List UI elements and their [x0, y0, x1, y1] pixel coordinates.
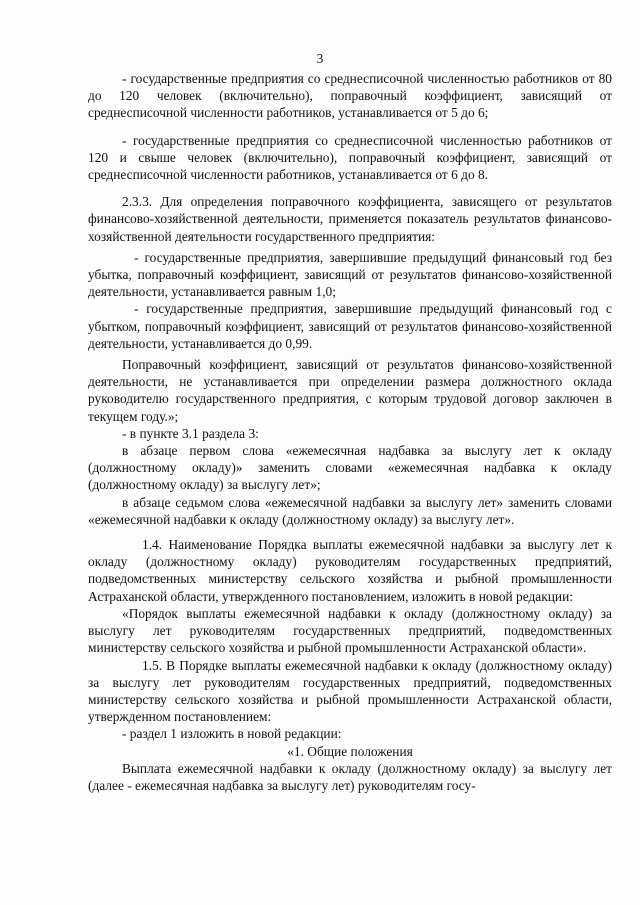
section-heading-general: «1. Общие положения: [287, 743, 413, 759]
paragraph-procedure-title: «Порядок выплаты ежемесячной надбавки к окладу (должностному окладу) за выслугу лет руководителям государственных предприятий, подведомственных министерству сельского хозяйства и рыбной промышленности Астраханской области».: [88, 605, 612, 656]
paragraph-1-5: 1.5. В Порядке выплаты ежемесячной надбавки к окладу (должностному окладу) за выслугу лет руководителям государственных предприятий, подведомственных министерству сельского хозяйства и рыбной промышленности Астраханской области, утвержденном постановлением:: [88, 657, 612, 725]
paragraph-section-1: - раздел 1 изложить в новой редакции:: [122, 726, 342, 742]
paragraph-2-3-3: 2.3.3. Для определения поправочного коэффициента, зависящего от результатов финансово-хозяйственной деятельности, применяется показатель результатов финансово-хозяйственной деятельности государственного предприятия:: [88, 194, 612, 244]
page-number: 3: [316, 51, 324, 66]
paragraph-1-4: 1.4. Наименование Порядка выплаты ежемесячной надбавки за выслугу лет к окладу (должностному окладу) руководителям государственных предприятий, подведомственных министерству сельского хозяйства и рыбной промышленности Астраханской области, утвержденного постановлением, изложить в новой редакции:: [88, 537, 612, 604]
paragraph-first-abzac: в абзаце первом слова «ежемесячная надбавка за выслугу лет к окладу (должностному окладу)» заменить словами «ежемесячная надбавка к окладу (должностному окладу) за выслугу лет»;: [88, 443, 612, 493]
paragraph-point-3-1: - в пункте 3.1 раздела 3:: [122, 425, 259, 441]
paragraph-seventh-abzac: в абзаце седьмом слова «ежемесячной надбавки за выслугу лет» заменить словами «ежемесячной надбавки к окладу (должностному окладу) за выслугу лет».: [88, 494, 612, 527]
document-body: [88, 70, 612, 794]
paragraph-no-loss: - государственные предприятия, завершившие предыдущий финансовый год без убытка, поправочный коэффициент, зависящий от результатов финансово-хозяйственной деятельности, устанавливается равным 1,0;: [88, 249, 612, 300]
paragraph-employees-80-120: - государственные предприятия со среднесписочной численностью работников от 80 до 120 человек (включительно), поправочный коэффициент, зависящий от среднесписочной численности работников, устанавливается от 5 до 6;: [88, 71, 612, 121]
paragraph-employees-120-plus: - государственные предприятия со среднесписочной численностью работников от 120 и свыше человек (включительно), поправочный коэффициент, зависящий от среднесписочной численности работников, устанавливается от 6 до 8.: [88, 132, 612, 183]
paragraph-coefficient-not-set: Поправочный коэффициент, зависящий от результатов финансово-хозяйственной деятельности, не устанавливается при определении размера должностного оклада руководителю государственного предприятия, с которым трудовой договор заключен в текущем году.»;: [88, 357, 612, 424]
paragraph-with-loss: - государственные предприятия, завершившие предыдущий финансовый год с убытком, поправочный коэффициент, зависящий от результатов финансово-хозяйственной деятельности, устанавливается до 0,99.: [88, 301, 612, 351]
paragraph-payment: Выплата ежемесячной надбавки к окладу (должностному окладу) за выслугу лет (далее - ежемесячная надбавка за выслугу лет) руководителям госу-: [88, 760, 612, 793]
